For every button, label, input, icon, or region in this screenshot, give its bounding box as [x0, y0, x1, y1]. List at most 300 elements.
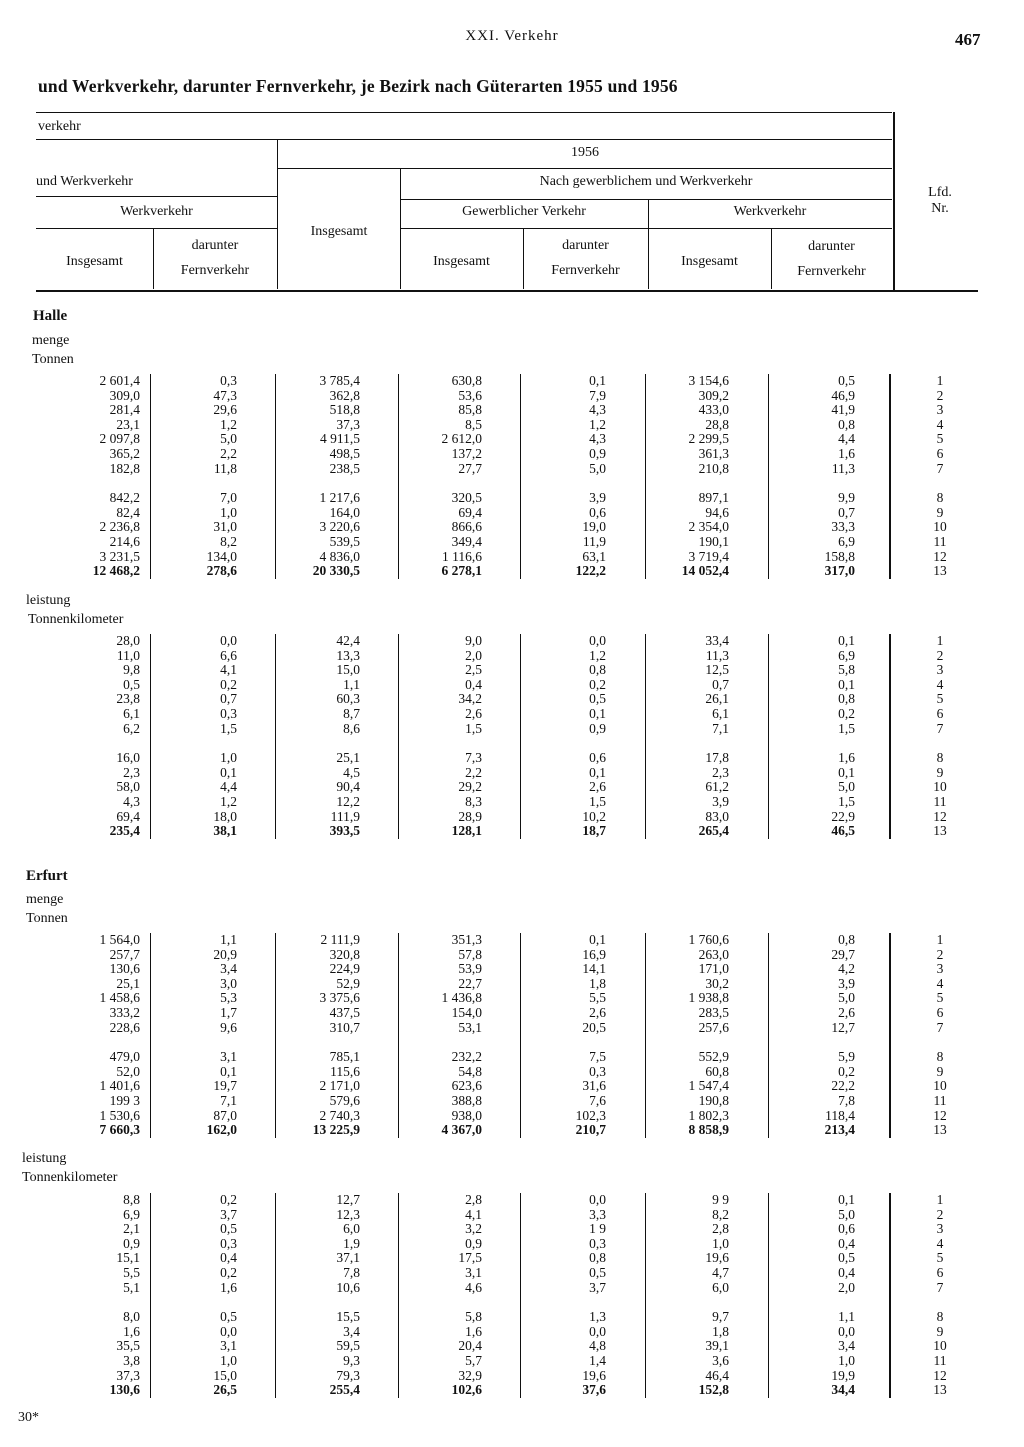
table-cell: 0,1: [589, 373, 606, 388]
lfd-number: 9: [936, 764, 944, 780]
table-cell: 0,8: [838, 416, 855, 432]
table-cell: 281,4: [109, 402, 140, 418]
table-cell: 8,8: [123, 1192, 140, 1207]
header-year-1956: 1956: [571, 145, 599, 160]
lfd-separator: [893, 112, 895, 292]
lfd-number: 9: [936, 504, 944, 520]
column-rule: [520, 1193, 521, 1398]
table-cell: 1,5: [838, 720, 855, 736]
table-cell: 4,7: [712, 1265, 729, 1280]
table-cell: 630,8: [451, 373, 482, 388]
header-fernverkehr: Fernverkehr: [180, 263, 250, 278]
table-cell: 2 601,4: [99, 373, 140, 388]
table-cell: 69,4: [458, 504, 482, 520]
table-cell: 28,0: [116, 633, 140, 648]
table-cell: 29,2: [458, 779, 482, 795]
table-cell: 16,0: [116, 750, 140, 766]
table-cell: 3 719,4: [688, 548, 729, 564]
lfd-number: 11: [933, 794, 947, 809]
column-rule: [275, 634, 276, 839]
table-cell: 224,9: [329, 961, 360, 977]
column-rule: [645, 634, 646, 839]
table-cell: 54,8: [458, 1063, 482, 1079]
table-cell: 2,6: [589, 779, 606, 795]
table-cell: 1 530,6: [99, 1107, 140, 1123]
table-cell: 128,1: [451, 823, 482, 839]
header-nr: Nr.: [931, 201, 949, 216]
table-cell: 2,3: [123, 764, 140, 780]
table-cell: 938,0: [451, 1107, 482, 1123]
table-cell: 1,7: [220, 1005, 237, 1020]
table-cell: 10,2: [582, 808, 606, 824]
table-cell: 31,0: [213, 519, 237, 535]
table-cell: 349,4: [451, 534, 482, 549]
table-cell: 309,2: [698, 387, 729, 403]
table-cell: 5,8: [838, 662, 855, 678]
table-cell: 5,0: [589, 460, 606, 476]
table-cell: 69,4: [116, 808, 140, 824]
header-rule-top: [36, 112, 892, 113]
table-cell: 2 171,0: [319, 1078, 360, 1094]
table-cell: 5,8: [465, 1309, 482, 1325]
table-cell: 2,6: [838, 1005, 855, 1020]
table-cell: 23,8: [116, 691, 140, 707]
table-cell: 479,0: [109, 1049, 140, 1065]
table-cell: 1,1: [220, 932, 237, 947]
table-cell: 11,9: [582, 534, 606, 549]
section-title-erfurt: Erfurt: [26, 868, 68, 884]
table-cell: 1 9: [589, 1221, 606, 1237]
table-cell: 1,1: [838, 1309, 855, 1325]
table-cell: 42,4: [336, 633, 360, 648]
lfd-number: 12: [933, 1367, 947, 1383]
table-cell: 0,1: [589, 764, 606, 780]
table-cell: 1,2: [220, 416, 237, 432]
table-cell: 3,7: [220, 1206, 237, 1222]
lfd-number: 7: [936, 460, 944, 476]
table-cell: 1,5: [838, 794, 855, 809]
column-rule: [398, 1193, 399, 1398]
table-cell: 6,9: [123, 1206, 140, 1222]
table-cell: 90,4: [336, 779, 360, 795]
header-darunter: darunter: [562, 238, 609, 253]
lfd-number: 4: [936, 676, 944, 692]
table-cell: 1,6: [220, 1279, 237, 1295]
table-cell: 785,1: [329, 1049, 360, 1065]
table-cell: 0,4: [220, 1250, 237, 1266]
table-cell: 0,8: [838, 932, 855, 947]
column-rule: [150, 374, 151, 579]
table-cell: 257,7: [109, 946, 140, 962]
table-cell: 0,3: [220, 1235, 237, 1251]
lfd-number: 12: [933, 548, 947, 564]
table-cell: 4,3: [123, 794, 140, 809]
table-cell: 4,3: [589, 402, 606, 418]
table-cell: 2 299,5: [688, 431, 729, 447]
table-cell: 0,6: [589, 750, 606, 766]
table-cell: 1,4: [589, 1353, 606, 1368]
column-rule: [520, 634, 521, 839]
table-cell: 5,0: [838, 779, 855, 795]
table-cell: 0,1: [838, 764, 855, 780]
table-cell: 437,5: [329, 1005, 360, 1020]
table-cell: 361,3: [698, 446, 729, 461]
table-cell: 1,0: [220, 1353, 237, 1368]
lfd-rule: [889, 374, 891, 579]
table-cell: 85,8: [458, 402, 482, 418]
table-cell: 3,1: [220, 1338, 237, 1354]
table-cell: 19,7: [213, 1078, 237, 1094]
table-cell: 9,6: [220, 1019, 237, 1035]
running-head: XXI. Verkehr: [465, 28, 559, 44]
lfd-number: 8: [936, 1049, 944, 1065]
header-fernverkehr: Fernverkehr: [551, 263, 620, 278]
table-cell: 22,9: [831, 808, 855, 824]
table-cell: 47,3: [213, 387, 237, 403]
table-cell: 15,5: [336, 1309, 360, 1325]
table-cell: 351,3: [451, 932, 482, 947]
table-cell: 320,8: [329, 946, 360, 962]
table-cell: 8,6: [343, 720, 360, 736]
table-cell: 897,1: [698, 490, 729, 506]
table-cell: 19,0: [582, 519, 606, 535]
table-cell: 0,2: [220, 1192, 237, 1207]
table-cell: 265,4: [698, 823, 729, 839]
table-cell: 1 564,0: [99, 932, 140, 947]
table-cell: 0,6: [589, 504, 606, 520]
table-cell: 2,6: [589, 1005, 606, 1020]
header-werkverkehr-1955: Werkverkehr: [120, 204, 193, 219]
table-cell: 26,5: [213, 1382, 237, 1398]
table-cell: 14 052,4: [681, 563, 729, 579]
table-cell: 41,9: [831, 402, 855, 418]
table-cell: 4 911,5: [320, 431, 360, 447]
table-cell: 842,2: [109, 490, 140, 506]
table-cell: 22,7: [458, 975, 482, 991]
table-cell: 0,1: [838, 633, 855, 648]
table-cell: 3,4: [343, 1323, 360, 1339]
table-cell: 27,7: [458, 460, 482, 476]
table-cell: 2,0: [465, 647, 482, 663]
table-cell: 210,8: [698, 460, 729, 476]
table-cell: 11,3: [705, 647, 729, 663]
lfd-number: 8: [936, 490, 944, 506]
table-cell: 6,0: [712, 1279, 729, 1295]
lfd-number: 2: [936, 946, 944, 962]
table-cell: 3,9: [838, 975, 855, 991]
table-cell: 17,8: [705, 750, 729, 766]
table-cell: 52,0: [116, 1063, 140, 1079]
table-cell: 130,6: [109, 961, 140, 977]
block-unit: Tonnen: [26, 911, 68, 926]
table-cell: 0,9: [465, 1235, 482, 1251]
lfd-number: 5: [936, 990, 944, 1006]
column-rule: [275, 1193, 276, 1398]
table-cell: 1,5: [220, 720, 237, 736]
lfd-number: 11: [933, 1353, 947, 1368]
table-cell: 29,7: [831, 946, 855, 962]
header-rule: [278, 168, 892, 169]
table-cell: 6,9: [838, 534, 855, 549]
table-cell: 228,6: [109, 1019, 140, 1035]
header-insgesamt: Insgesamt: [681, 254, 738, 269]
lfd-number: 1: [936, 932, 944, 947]
table-cell: 1,9: [343, 1235, 360, 1251]
table-cell: 19,6: [582, 1367, 606, 1383]
table-cell: 8,3: [465, 794, 482, 809]
table-cell: 29,6: [213, 402, 237, 418]
lfd-number: 13: [933, 823, 947, 839]
table-cell: 2,1: [123, 1221, 140, 1237]
lfd-number: 12: [933, 808, 947, 824]
lfd-number: 7: [936, 1019, 944, 1035]
table-cell: 15,0: [213, 1367, 237, 1383]
table-cell: 0,1: [838, 676, 855, 692]
header-gewerblicher-verkehr: Gewerblicher Verkehr: [462, 204, 586, 219]
table-cell: 30,2: [705, 975, 729, 991]
table-cell: 2 612,0: [441, 431, 482, 447]
table-cell: 518,8: [329, 402, 360, 418]
table-cell: 13 225,9: [312, 1122, 360, 1138]
lfd-number: 10: [933, 779, 947, 795]
lfd-number: 3: [936, 1221, 944, 1237]
header-verkehr: verkehr: [38, 119, 81, 134]
table-cell: 2,5: [465, 662, 482, 678]
table-cell: 12,7: [336, 1192, 360, 1207]
table-cell: 7,5: [589, 1049, 606, 1065]
table-cell: 102,6: [451, 1382, 482, 1398]
table-cell: 35,5: [116, 1338, 140, 1354]
lfd-number: 2: [936, 1206, 944, 1222]
table-cell: 59,5: [336, 1338, 360, 1354]
table-cell: 2,0: [838, 1279, 855, 1295]
table-cell: 7 660,3: [99, 1122, 140, 1138]
table-cell: 4,5: [343, 764, 360, 780]
table-cell: 52,9: [336, 975, 360, 991]
table-cell: 1,0: [712, 1235, 729, 1251]
table-cell: 25,1: [116, 975, 140, 991]
table-cell: 1,1: [343, 676, 360, 692]
table-cell: 20 330,5: [312, 563, 360, 579]
table-cell: 1,0: [220, 504, 237, 520]
table-cell: 0,2: [589, 676, 606, 692]
lfd-number: 6: [936, 1265, 944, 1280]
table-cell: 6,6: [220, 647, 237, 663]
column-rule: [645, 933, 646, 1138]
table-cell: 7,3: [465, 750, 482, 766]
table-cell: 171,0: [698, 961, 729, 977]
column-rule: [398, 933, 399, 1138]
lfd-number: 1: [936, 373, 944, 388]
table-cell: 320,5: [451, 490, 482, 506]
column-rule: [520, 933, 521, 1138]
table-cell: 0,9: [123, 1235, 140, 1251]
table-cell: 18,0: [213, 808, 237, 824]
table-cell: 263,0: [698, 946, 729, 962]
table-cell: 14,1: [582, 961, 606, 977]
lfd-number: 9: [936, 1323, 944, 1339]
header-rule: [400, 228, 892, 229]
table-cell: 317,0: [824, 563, 855, 579]
table-cell: 4,1: [220, 662, 237, 678]
table-cell: 16,9: [582, 946, 606, 962]
table-cell: 579,6: [329, 1093, 360, 1108]
table-cell: 3,4: [220, 961, 237, 977]
table-cell: 34,4: [831, 1382, 855, 1398]
header-insgesamt: Insgesamt: [66, 254, 123, 269]
table-cell: 53,6: [458, 387, 482, 403]
lfd-number: 2: [936, 647, 944, 663]
table-cell: 7,1: [220, 1093, 237, 1108]
header-nach-gewerblichem: Nach gewerblichem und Werkverkehr: [539, 174, 753, 189]
table-cell: 46,5: [831, 823, 855, 839]
table-cell: 309,0: [109, 387, 140, 403]
section-title-halle: Halle: [33, 308, 68, 324]
footer-sheet-mark: 30*: [18, 1410, 39, 1425]
table-cell: 1,0: [220, 750, 237, 766]
table-cell: 3,8: [123, 1353, 140, 1368]
table-cell: 393,5: [329, 823, 360, 839]
table-cell: 0,5: [838, 1250, 855, 1266]
block-unit: Tonnen: [32, 352, 74, 367]
lfd-number: 9: [936, 1063, 944, 1079]
table-cell: 162,0: [206, 1122, 237, 1138]
table-cell: 255,4: [329, 1382, 360, 1398]
table-cell: 257,6: [698, 1019, 729, 1035]
table-cell: 0,8: [589, 662, 606, 678]
header-rule-bottom: [36, 290, 978, 292]
table-cell: 0,8: [838, 691, 855, 707]
table-cell: 0,5: [589, 691, 606, 707]
table-cell: 58,0: [116, 779, 140, 795]
table-cell: 3,2: [465, 1221, 482, 1237]
table-cell: 0,1: [838, 1192, 855, 1207]
table-cell: 158,8: [824, 548, 855, 564]
block-label: leistung: [26, 593, 71, 608]
table-cell: 5,0: [838, 1206, 855, 1222]
table-cell: 3,9: [589, 490, 606, 506]
lfd-number: 11: [933, 1093, 947, 1108]
lfd-number: 3: [936, 662, 944, 678]
column-rule: [768, 933, 769, 1138]
table-cell: 15,0: [336, 662, 360, 678]
table-cell: 38,1: [213, 823, 237, 839]
header-rule: [400, 199, 892, 200]
lfd-number: 6: [936, 1005, 944, 1020]
table-cell: 235,4: [109, 823, 140, 839]
table-cell: 388,8: [451, 1093, 482, 1108]
table-cell: 9 9: [712, 1192, 729, 1207]
lfd-number: 13: [933, 1122, 947, 1138]
table-cell: 5,7: [465, 1353, 482, 1368]
column-rule: [150, 634, 151, 839]
table-cell: 37,3: [116, 1367, 140, 1383]
table-cell: 9,7: [712, 1309, 729, 1325]
table-cell: 19,6: [705, 1250, 729, 1266]
column-rule: [150, 933, 151, 1138]
block-unit: Tonnenkilometer: [28, 612, 124, 627]
column-rule: [645, 374, 646, 579]
lfd-number: 8: [936, 750, 944, 766]
lfd-number: 7: [936, 720, 944, 736]
table-cell: 13,3: [336, 647, 360, 663]
lfd-number: 3: [936, 961, 944, 977]
column-rule: [275, 374, 276, 579]
table-cell: 15,1: [116, 1250, 140, 1266]
table-cell: 102,3: [575, 1107, 606, 1123]
table-cell: 190,1: [698, 534, 729, 549]
header-darunter: darunter: [191, 238, 239, 253]
table-cell: 164,0: [329, 504, 360, 520]
table-cell: 0,5: [589, 1265, 606, 1280]
table-cell: 232,2: [451, 1049, 482, 1065]
table-cell: 11,0: [116, 647, 140, 663]
table-cell: 5,9: [838, 1049, 855, 1065]
table-cell: 278,6: [206, 563, 237, 579]
table-cell: 552,9: [698, 1049, 729, 1065]
table-cell: 3 231,5: [99, 548, 140, 564]
table-cell: 0,1: [220, 1063, 237, 1079]
column-rule: [275, 933, 276, 1138]
table-cell: 152,8: [698, 1382, 729, 1398]
lfd-number: 4: [936, 1235, 944, 1251]
table-cell: 79,3: [336, 1367, 360, 1383]
table-cell: 118,4: [825, 1107, 855, 1123]
block-label: menge: [32, 333, 70, 348]
column-rule: [520, 374, 521, 579]
table-cell: 60,8: [705, 1063, 729, 1079]
table-cell: 213,4: [824, 1122, 855, 1138]
lfd-rule: [889, 634, 891, 839]
table-cell: 137,2: [451, 446, 482, 461]
table-cell: 130,6: [109, 1382, 140, 1398]
table-cell: 5,0: [220, 431, 237, 447]
table-cell: 10,6: [336, 1279, 360, 1295]
table-cell: 0,6: [838, 1221, 855, 1237]
table-cell: 12,7: [831, 1019, 855, 1035]
table-cell: 2 236,8: [99, 519, 140, 535]
lfd-number: 5: [936, 431, 944, 447]
table-cell: 214,6: [109, 534, 140, 549]
table-cell: 9,8: [123, 662, 140, 678]
table-cell: 6,9: [838, 647, 855, 663]
table-cell: 20,9: [213, 946, 237, 962]
table-cell: 0,2: [838, 1063, 855, 1079]
table-cell: 333,2: [109, 1005, 140, 1020]
header-werkverkehr-1956: Werkverkehr: [733, 204, 807, 219]
table-cell: 0,1: [220, 764, 237, 780]
table-cell: 3 154,6: [688, 373, 729, 388]
table-cell: 1 116,6: [442, 548, 482, 564]
table-cell: 83,0: [705, 808, 729, 824]
table-cell: 31,6: [582, 1078, 606, 1094]
table-cell: 57,8: [458, 946, 482, 962]
lfd-number: 4: [936, 416, 944, 432]
table-cell: 5,0: [838, 990, 855, 1006]
table-cell: 498,5: [329, 446, 360, 461]
table-cell: 87,0: [213, 1107, 237, 1123]
header-fernverkehr: Fernverkehr: [797, 264, 866, 279]
table-cell: 20,4: [458, 1338, 482, 1354]
table-cell: 34,2: [458, 691, 482, 707]
table-cell: 4 367,0: [441, 1122, 482, 1138]
table-cell: 0,0: [838, 1323, 855, 1339]
table-cell: 3 375,6: [319, 990, 360, 1006]
table-cell: 1 760,6: [688, 932, 729, 947]
column-rule: [398, 634, 399, 839]
lfd-number: 7: [936, 1279, 944, 1295]
table-cell: 23,1: [116, 416, 140, 432]
